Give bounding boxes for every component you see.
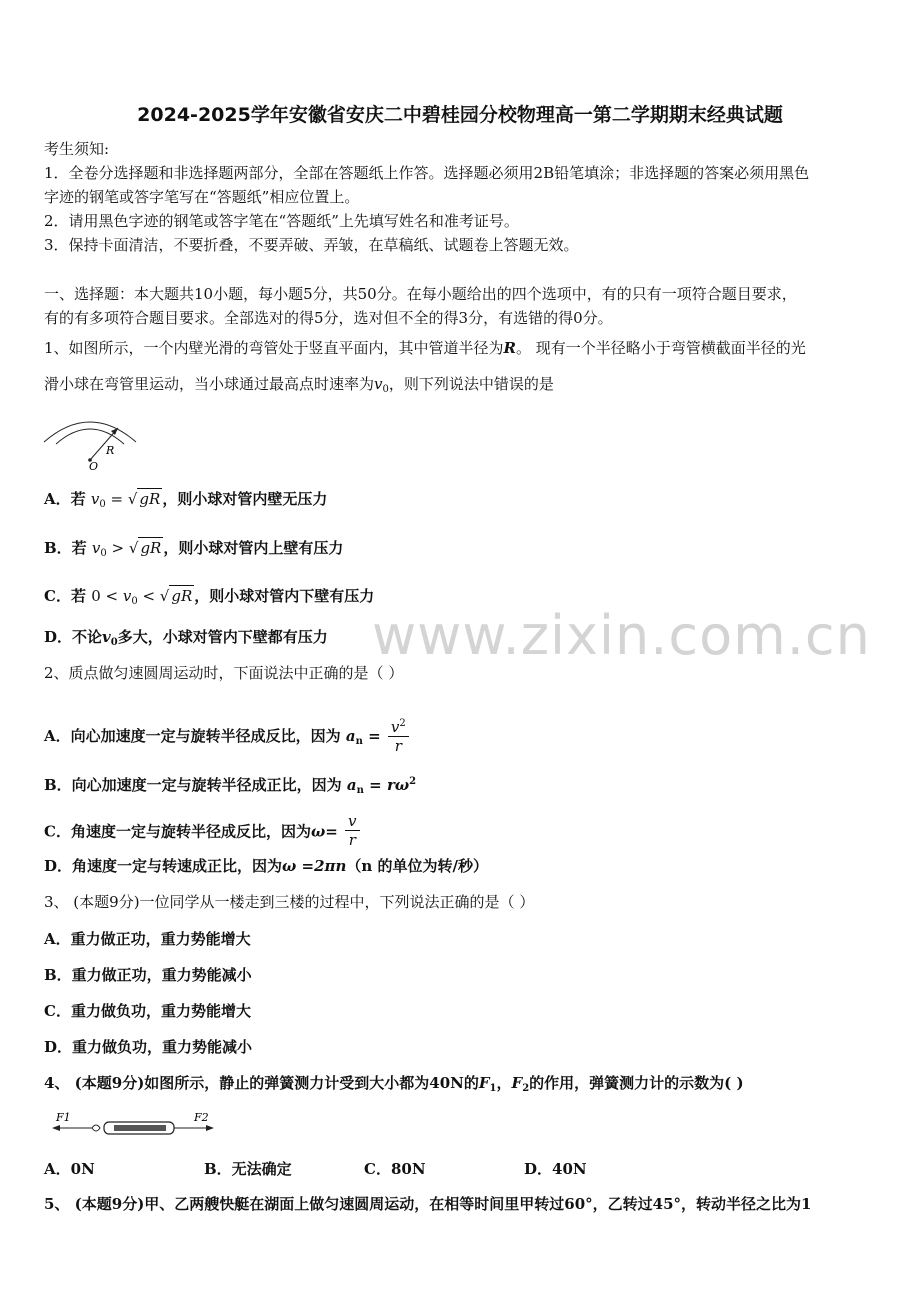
q3-option-a: A．重力做正功，重力势能增大: [44, 930, 251, 948]
q4-option-a: A．0N: [44, 1160, 95, 1178]
exam-title: 2024-2025学年安徽省安庆二中碧桂园分校物理高一第二学期期末经典试题: [137, 104, 783, 126]
q1-option-b-label: B．若: [44, 539, 87, 557]
q2-option-d: [44, 856, 488, 876]
q2-option-c: [44, 814, 362, 851]
q3-option-b: B．重力做正功，重力势能减小: [44, 966, 252, 984]
q2-option-b-text: B．向心加速度一定与旋转半径成正比，因为: [44, 776, 342, 794]
q1-option-b: [44, 537, 343, 564]
q4-option-c: C．80N: [364, 1160, 426, 1178]
q4-option-b: B．无法确定: [204, 1160, 292, 1178]
q2-option-b-rhs: rω: [386, 776, 410, 794]
q1-option-c-formula: $0 < v_0$ < √ gR: [91, 587, 193, 607]
q2-option-a: A．向心加速度一定与旋转半径成反比，因为 $a_n$ = $\frac{v^2}{r}$: [44, 717, 411, 757]
q1-radius-symbol: R: [503, 339, 517, 357]
q1-v-symbol: v: [374, 375, 383, 393]
q4-spring-scale-figure: [50, 1108, 220, 1144]
q2-option-c-fraction: $\frac{v}{r}$: [345, 812, 359, 849]
q1-curved-tube-figure: [40, 404, 150, 474]
q2-option-d-text: D．角速度一定与转速成正比，因为: [44, 857, 283, 875]
q2-option-d-formula: ω =2πn: [282, 857, 347, 875]
figure-label-O: O: [89, 460, 99, 473]
q2-stem: 2、质点做匀速圆周运动时，下面说法中正确的是（ ）: [44, 664, 404, 682]
q1-option-d-text: 多大，小球对管内下壁都有压力: [117, 628, 328, 646]
q1-option-d: [44, 627, 328, 653]
q1-option-a-formula: $v_0$ = √ gR: [90, 490, 161, 510]
q2-option-a-fraction: $\frac{v^2}{r}$: [388, 715, 409, 755]
q2-option-b: B．向心加速度一定与旋转半径成正比，因为 $a_n = r\omega^2$: [44, 776, 417, 796]
figure-label-R: R: [106, 444, 115, 457]
q2-option-b-lhs-sub: n: [356, 785, 364, 796]
q4-stem-text: 4、 (本题9分)如图所示，静止的弹簧测力计受到大小都为40N的: [44, 1074, 479, 1092]
section-heading-line1: 一、选择题：本大题共10小题，每小题5分，共50分。在每小题给出的四个选项中，有的只有一项符合题目要求，: [44, 285, 797, 303]
q1-stem-text-cont: 。 现有一个半径略小于弯管横截面半径的光: [516, 339, 806, 357]
q1-stem-text2: 滑小球在弯管里运动，当小球通过最高点时速率为: [44, 375, 375, 393]
left-hook: [92, 1125, 100, 1131]
left-arrowhead: [52, 1125, 60, 1131]
radius-arrowhead: [111, 428, 118, 435]
q1-stem-text3: ，则下列说法中错误的是: [388, 375, 554, 393]
right-arrowhead: [206, 1125, 214, 1131]
q2-option-b-rhs-sup: 2: [409, 776, 417, 787]
q3-stem: 3、 (本题9分)一位同学从一楼走到三楼的过程中，下列说法正确的是（ ）: [44, 893, 535, 911]
section-heading-line2: 有的有多项符合题目要求。全部选对的得5分，选对但不全的得3分，有选错的得0分。: [44, 309, 613, 327]
q2-option-a-text: A．向心加速度一定与旋转半径成反比，因为: [44, 727, 341, 745]
notice-item-1: 1．全卷分选择题和非选择题两部分，全部在答题纸上作答。选择题必须用2B铅笔填涂；非选择题的答案必须用黑色: [44, 164, 810, 182]
q4-sep: ，: [496, 1074, 512, 1092]
q3-option-c: C．重力做负功，重力势能增大: [44, 1002, 251, 1020]
watermark: www.zixin.com.cn: [372, 604, 871, 667]
q1-option-a-label: A．若: [44, 490, 86, 508]
q1-option-d-sub: 0: [110, 637, 118, 648]
q4-stem: [44, 1073, 744, 1099]
q1-stem-text: 1、如图所示，一个内壁光滑的弯管处于竖直平面内，其中管道半径为: [44, 339, 504, 357]
q1-option-c-text: ，则小球对管内下壁有压力: [194, 587, 375, 605]
figure-label-F2: F2: [194, 1111, 209, 1124]
notice-item-3: 3．保持卡面清洁，不要折叠，不要弄破、弄皱，在草稿纸、试题卷上答题无效。: [44, 236, 579, 254]
q4-F2: F: [511, 1074, 523, 1092]
q4-F1-sub: 1: [489, 1083, 497, 1094]
q1-v-subscript: 0: [382, 384, 389, 395]
notice-item-1-cont: 字迹的钢笔或答字笔写在“答题纸”相应位置上。: [44, 188, 360, 206]
scale-spring: [114, 1125, 166, 1131]
q2-option-d-note: （n 的单位为转/秒）: [346, 857, 489, 875]
q1-option-b-formula: $v_0$ > √ gR: [91, 539, 162, 559]
q1-option-a-text: ，则小球对管内壁无压力: [162, 490, 328, 508]
notice-item-2: 2．请用黑色字迹的钢笔或答字笔在“答题纸”上先填写姓名和准考证号。: [44, 212, 519, 230]
tube-outer-arc: [44, 422, 136, 442]
figure-label-F1: F1: [56, 1111, 71, 1124]
notice-heading: 考生须知:: [44, 140, 110, 158]
q2-option-c-text: C．角速度一定与旋转半径成反比，因为: [44, 822, 311, 841]
q1-option-b-text: ，则小球对管内上壁有压力: [163, 539, 344, 557]
q2-option-a-lhs: a: [345, 727, 356, 745]
q3-option-d: D．重力做负功，重力势能减小: [44, 1038, 253, 1056]
q1-option-d-v: v: [102, 628, 111, 646]
q4-option-d: D．40N: [524, 1160, 587, 1178]
q1-option-a: [44, 488, 327, 515]
q2-option-b-lhs: a: [346, 776, 357, 794]
q4-stem-text-end: 的作用，弹簧测力计的示数为( ): [529, 1074, 744, 1092]
q5-stem: 5、 (本题9分)甲、乙两艘快艇在湖面上做匀速圆周运动，在相等时间里甲转过60°，乙转过45°，转动半径之比为1: [44, 1195, 812, 1213]
q4-F1: F: [478, 1074, 490, 1092]
q4-F2-sub: 2: [522, 1083, 530, 1094]
q2-option-c-lhs: ω=: [310, 822, 338, 841]
q1-option-c-label: C．若: [44, 587, 86, 605]
q1-stem-line1: [44, 338, 806, 358]
q1-option-c: [44, 585, 374, 612]
q1-stem-line2: [44, 374, 554, 400]
q2-option-a-lhs-sub: n: [355, 736, 363, 747]
q1-option-d-label: D．不论: [44, 628, 103, 646]
